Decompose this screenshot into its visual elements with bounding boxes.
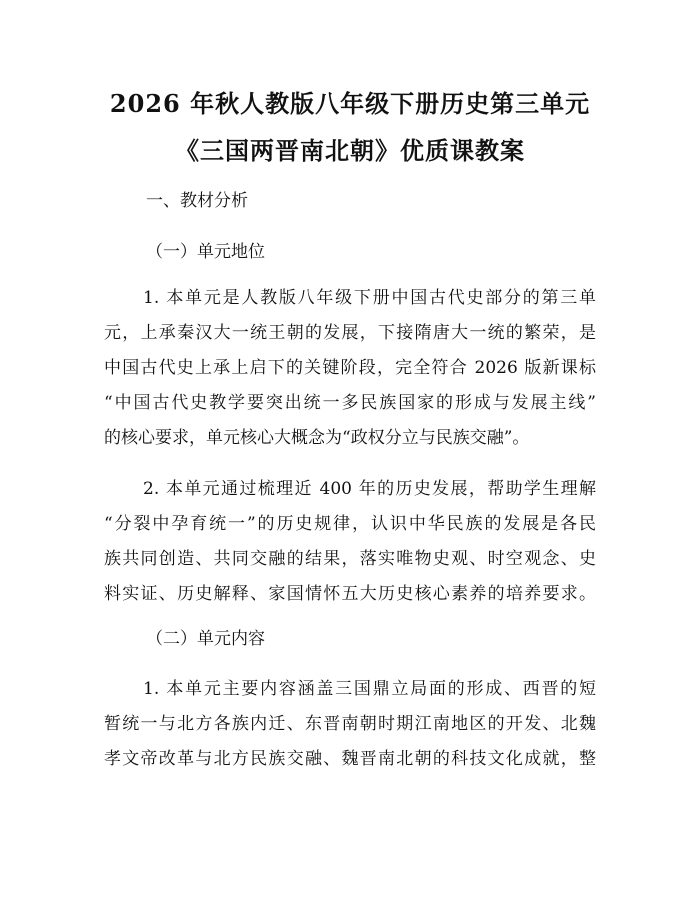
paragraph-line: 1. 本单元主要内容涵盖三国鼎立局面的形成、西晋的短 — [143, 679, 596, 699]
paragraph-line: 2. 本单元通过梳理近 400 年的历史发展，帮助学生理解 — [143, 479, 596, 499]
paragraph-unit-content-1 — [104, 672, 596, 777]
paragraph-line: 族共同创造、共同交融的结果，落实唯物史观、时空观念、史 — [104, 549, 596, 569]
paragraph-unit-status-1 — [104, 281, 596, 456]
paragraph-line: 料实证、历史解释、家国情怀五大历史核心素养的培养要求。 — [104, 584, 596, 604]
paragraph-line: 中国古代史上承上启下的关键阶段，完全符合 2026 版新课标 — [104, 358, 596, 378]
document-title-line-1: 2026 年秋人教版八年级下册历史第三单元 — [109, 89, 591, 118]
section-heading-textbook-analysis: 一、教材分析 — [146, 191, 248, 211]
paragraph-unit-status-2 — [104, 472, 596, 612]
paragraph-line: 元，上承秦汉大一统王朝的发展，下接隋唐大一统的繁荣，是 — [104, 323, 596, 343]
paragraph-line: 1. 本单元是人教版八年级下册中国古代史部分的第三单 — [143, 288, 596, 308]
paragraph-line: 的核心要求，单元核心大概念为“政权分立与民族交融”。 — [104, 428, 530, 448]
paragraph-line: 暂统一与北方各族内迁、东晋南朝时期江南地区的开发、北魏 — [104, 714, 596, 734]
paragraph-line: “分裂中孕育统一”的历史规律，认识中华民族的发展是各民 — [104, 514, 596, 534]
document-title-line-2: 《三国两晋南北朝》优质课教案 — [175, 136, 525, 165]
subsection-heading-unit-content: （二）单元内容 — [146, 629, 265, 649]
paragraph-line: “中国古代史教学要突出统一多民族国家的形成与发展主线” — [104, 393, 596, 413]
paragraph-line: 孝文帝改革与北方民族交融、魏晋南北朝的科技文化成就，整 — [104, 749, 596, 769]
subsection-heading-unit-status: （一）单元地位 — [146, 242, 265, 262]
